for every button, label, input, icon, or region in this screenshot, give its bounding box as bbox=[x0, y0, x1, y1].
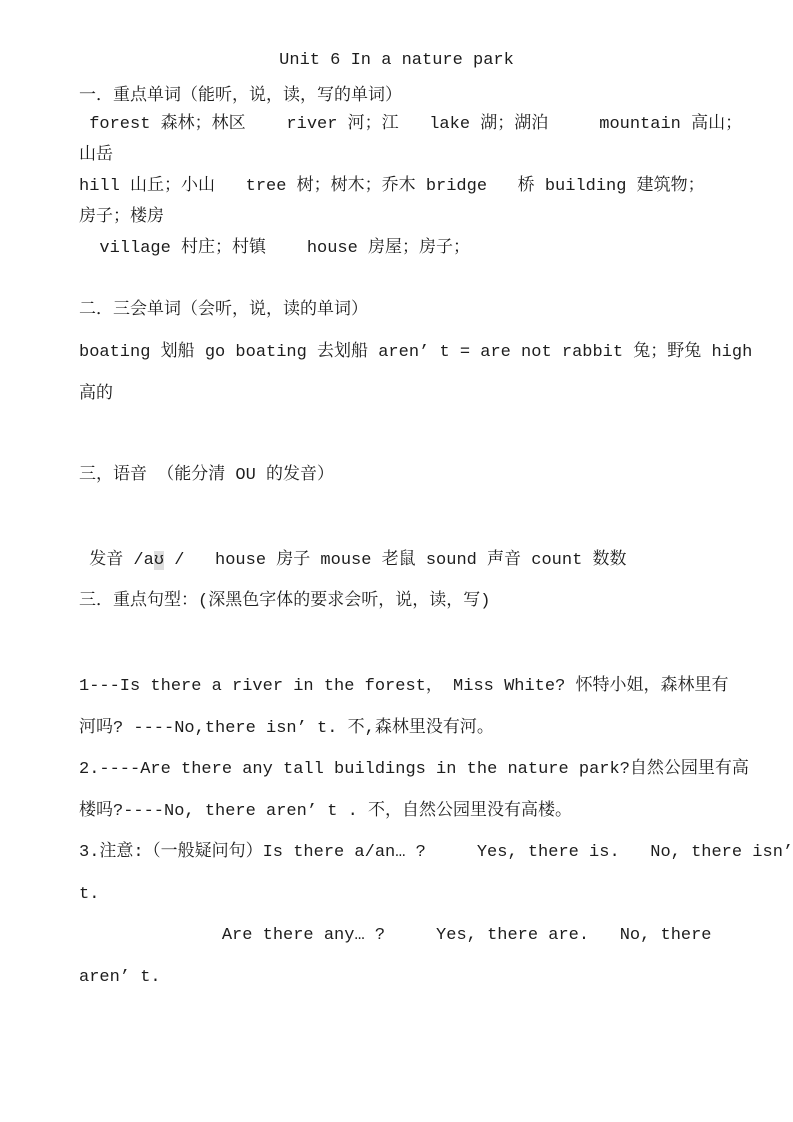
sentence-2-line-1: 2.----Are there any tall buildings in the nature park?自然公园里有高 bbox=[79, 760, 749, 779]
sentence-3-line-4: aren’ t. bbox=[79, 968, 161, 987]
section1-heading: 一．重点单词（能听，说，读，写的单词） bbox=[79, 87, 402, 106]
vocab-line-gaode: 高的 bbox=[79, 385, 113, 404]
vocab-line-shanyue: 山岳 bbox=[79, 146, 113, 165]
vocab-line-boating: boating 划船 go boating 去划船 aren’ t = are not rabbit 兔；野兔 high bbox=[79, 343, 753, 362]
document-title: Unit 6 In a nature park bbox=[279, 51, 514, 70]
pronunciation-suffix: / house 房子 mouse 老鼠 sound 声音 count 数数 bbox=[164, 551, 627, 570]
vocab-line-village: village 村庄；村镇 house 房屋；房子； bbox=[79, 239, 471, 258]
sentence-3-line-1: 3.注意:（一般疑问句）Is there a/an… ? Yes, there is. No, there isn’ bbox=[79, 843, 793, 862]
sentence-3-line-3: Are there any… ? Yes, there are. No, there bbox=[79, 926, 712, 945]
vocab-line-forest: forest 森林；林区 river 河；江 lake 湖；湖泊 mountain 高山； bbox=[79, 115, 743, 134]
vocab-line-fangzi: 房子；楼房 bbox=[79, 208, 164, 227]
vocab-line-hill: hill 山丘；小山 tree 树；树木；乔木 bridge 桥 building 建筑物； bbox=[79, 177, 705, 196]
pronunciation-line bbox=[79, 549, 626, 573]
section4-heading: 三．重点句型：(深黑色字体的要求会听，说，读，写) bbox=[79, 592, 491, 611]
section2-heading: 二．三会单词（会听，说，读的单词） bbox=[79, 301, 368, 320]
sentence-2-line-2: 楼吗?----No, there aren’ t . 不，自然公园里没有高楼。 bbox=[79, 802, 573, 821]
sentence-1-line-2: 河吗? ----No,there isn’ t. 不,森林里没有河。 bbox=[79, 719, 494, 738]
phonetic-symbol-highlight: ʊ bbox=[153, 551, 165, 570]
pronunciation-prefix: 发音 /a bbox=[79, 551, 154, 570]
section3-heading: 三，语音 （能分清 OU 的发音） bbox=[79, 466, 335, 485]
sentence-3-line-2: t. bbox=[79, 885, 100, 904]
sentence-1-line-1: 1---Is there a river in the forest， Miss White? 怀特小姐，森林里有 bbox=[79, 677, 729, 696]
